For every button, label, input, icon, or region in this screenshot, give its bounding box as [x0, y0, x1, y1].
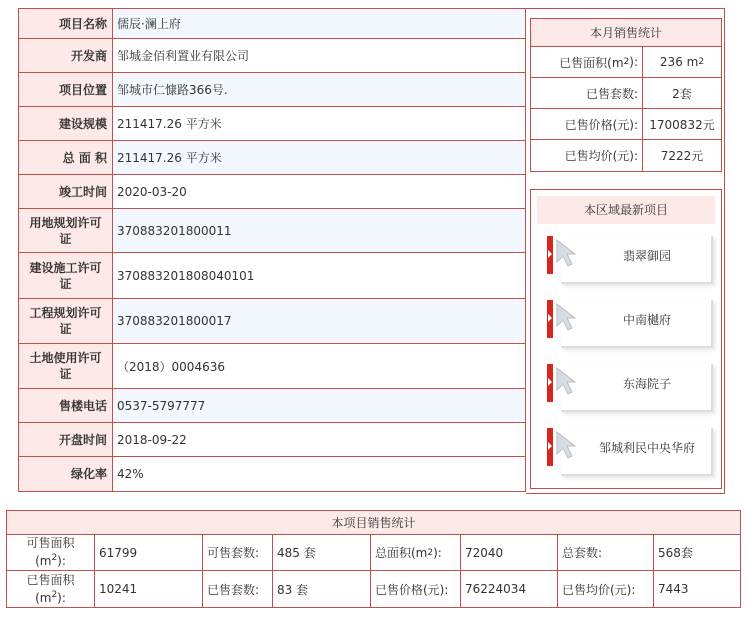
info-row-location [19, 73, 525, 107]
info-label: 开发商 [19, 39, 113, 72]
red-marker-icon [547, 300, 553, 338]
monthly-row-avg-price [531, 140, 721, 171]
info-value: 370883201808040101 [113, 253, 525, 298]
monthly-value: 236 m 2 [659, 55, 705, 69]
info-value: 211417.26 平方米 [113, 107, 525, 140]
right-panel [526, 8, 725, 494]
latest-projects-title: 本区域最新项目 [537, 196, 715, 224]
monthly-value: 2套 [672, 86, 692, 101]
info-value: 211417.26 平方米 [113, 141, 525, 174]
stat-label: 总面积(m 2 ): [371, 535, 461, 570]
info-label: 土地使用许可证 [19, 344, 113, 388]
stat-label: 已售套数: [203, 571, 273, 607]
info-value: 370883201800011 [113, 209, 525, 252]
info-label: 项目位置 [19, 73, 113, 106]
info-label: 竣工时间 [19, 175, 113, 208]
info-row-total-area [19, 141, 525, 175]
stat-value: 7443 [658, 582, 689, 596]
info-row-phone [19, 389, 525, 423]
red-marker-icon [547, 428, 553, 466]
stat-value: 72040 [461, 535, 558, 570]
info-value: 370883201800017 [113, 299, 525, 343]
stat-value: 61799 [95, 535, 203, 570]
project-info-table [18, 8, 526, 492]
latest-project-item[interactable] [547, 296, 717, 352]
info-row-greening [19, 457, 525, 491]
stat-value: 485 套 [273, 535, 371, 570]
cursor-arrow-icon [555, 302, 577, 332]
info-row-developer [19, 39, 525, 73]
info-label: 售楼电话 [19, 389, 113, 422]
stat-value: 76224034 [461, 571, 558, 607]
cursor-arrow-icon [555, 238, 577, 268]
monthly-label: 已售价格(元): [531, 109, 643, 139]
info-row-engineering-permit [19, 299, 525, 344]
info-value: 邹城金佰利置业有限公司 [113, 39, 525, 72]
project-sales-title: 本项目销售统计 [7, 511, 740, 535]
latest-projects-box [530, 189, 722, 489]
stat-label: 总套数: [558, 535, 654, 570]
stat-label: 已售面积 $(m^2)$: [7, 571, 95, 607]
latest-project-item[interactable] [547, 360, 717, 416]
info-label: 项目名称 [19, 9, 113, 38]
info-value: 儒辰·澜上府 [113, 9, 525, 38]
stat-value: 83 套 [273, 571, 371, 607]
monthly-row-area [531, 47, 721, 78]
info-label: 总 面 积 [19, 141, 113, 174]
monthly-value: 7222元 [660, 149, 704, 163]
info-row-name [19, 9, 525, 39]
stat-label: 已售均价(元): [558, 571, 654, 607]
info-value: 2018-09-22 [113, 423, 525, 456]
stat-label: 可售面积 $(m^2)$: [7, 535, 95, 570]
info-value: 0537-5797777 [113, 389, 525, 422]
monthly-value: 1700832元 [649, 117, 715, 132]
info-label: 建设施工许可证 [19, 253, 113, 298]
monthly-label: 已售面积(m 2 ): [531, 47, 643, 77]
cursor-arrow-icon [555, 430, 577, 460]
stat-label: 已售价格(元): [371, 571, 461, 607]
latest-project-item[interactable] [547, 424, 717, 480]
info-row-scale [19, 107, 525, 141]
info-value: 2020-03-20 [113, 175, 525, 208]
red-marker-icon [547, 364, 553, 402]
info-label: 绿化率 [19, 457, 113, 491]
info-label: 开盘时间 [19, 423, 113, 456]
latest-project-link[interactable]: 东海院子 [622, 377, 671, 391]
info-row-completion [19, 175, 525, 209]
monthly-label: 已售套数: [531, 78, 643, 108]
latest-project-link[interactable]: 中南樾府 [622, 313, 671, 327]
project-sales-table [6, 510, 741, 608]
info-row-construction-permit [19, 253, 525, 299]
info-label: 工程规划许可证 [19, 299, 113, 343]
monthly-label: 已售均价(元): [531, 140, 643, 171]
stat-label: 可售套数: [203, 535, 273, 570]
info-value: （2018）0004636 [113, 344, 525, 388]
info-value: 邹城市仁慷路366号. [113, 73, 525, 106]
red-marker-icon [547, 236, 553, 274]
info-label: 建设规模 [19, 107, 113, 140]
latest-project-item[interactable] [547, 232, 717, 288]
monthly-sales-title: 本月销售统计 [531, 19, 721, 47]
latest-project-link[interactable]: 邹城利民中央华府 [598, 441, 695, 455]
stat-value: 568套 [658, 546, 693, 560]
monthly-sales-box [530, 18, 722, 172]
monthly-row-price [531, 109, 721, 140]
stat-value: 10241 [95, 571, 203, 607]
info-label: 用地规划许可证 [19, 209, 113, 252]
info-value: 42% [113, 457, 525, 491]
info-row-land-permit [19, 209, 525, 253]
info-row-opening [19, 423, 525, 457]
info-row-land-use-permit [19, 344, 525, 389]
project-sales-row [7, 535, 740, 571]
latest-project-link[interactable]: 翡翠御园 [622, 249, 671, 263]
project-sales-row [7, 571, 740, 607]
cursor-arrow-icon [555, 366, 577, 396]
monthly-row-units [531, 78, 721, 109]
